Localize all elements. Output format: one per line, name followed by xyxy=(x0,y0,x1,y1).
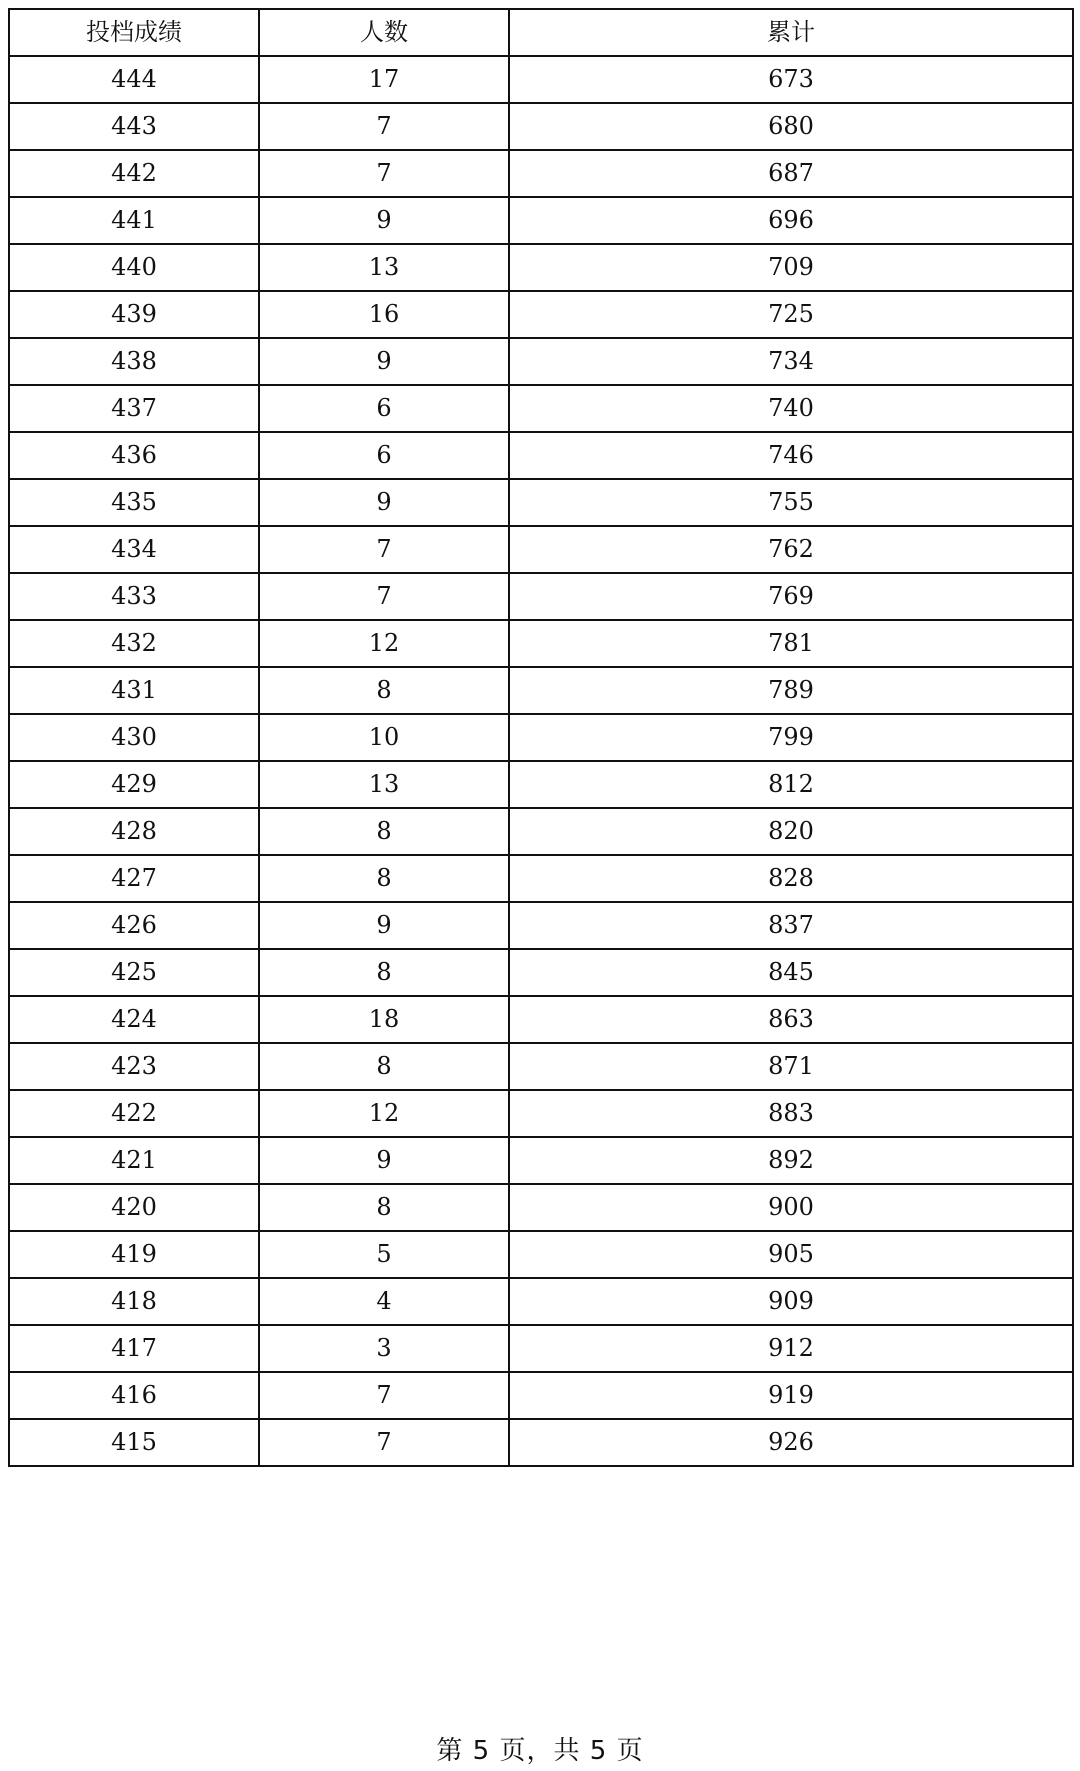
cumulative-cell: 755 xyxy=(509,479,1073,526)
table-row xyxy=(9,761,1073,808)
score-cell: 437 xyxy=(9,385,259,432)
score-cell: 430 xyxy=(9,714,259,761)
cumulative-cell: 900 xyxy=(509,1184,1073,1231)
count-cell: 8 xyxy=(259,949,509,996)
table-row xyxy=(9,338,1073,385)
cumulative-cell: 680 xyxy=(509,103,1073,150)
score-cell: 435 xyxy=(9,479,259,526)
count-cell: 8 xyxy=(259,667,509,714)
score-cell: 422 xyxy=(9,1090,259,1137)
score-cell: 444 xyxy=(9,56,259,103)
table-row xyxy=(9,479,1073,526)
score-cell: 438 xyxy=(9,338,259,385)
score-cell: 421 xyxy=(9,1137,259,1184)
table-row xyxy=(9,1419,1073,1466)
cumulative-cell: 837 xyxy=(509,902,1073,949)
table-row xyxy=(9,1372,1073,1419)
score-cell: 436 xyxy=(9,432,259,479)
score-table xyxy=(8,8,1074,1467)
table-header xyxy=(9,9,1073,56)
cumulative-cell: 919 xyxy=(509,1372,1073,1419)
count-cell: 10 xyxy=(259,714,509,761)
count-cell: 7 xyxy=(259,573,509,620)
score-cell: 415 xyxy=(9,1419,259,1466)
table-row xyxy=(9,197,1073,244)
table-row xyxy=(9,1137,1073,1184)
count-cell: 6 xyxy=(259,385,509,432)
score-cell: 428 xyxy=(9,808,259,855)
table-row xyxy=(9,432,1073,479)
count-cell: 12 xyxy=(259,620,509,667)
header-cumulative: 累计 xyxy=(509,9,1073,56)
score-cell: 420 xyxy=(9,1184,259,1231)
count-cell: 12 xyxy=(259,1090,509,1137)
table-row xyxy=(9,808,1073,855)
cumulative-cell: 725 xyxy=(509,291,1073,338)
cumulative-cell: 892 xyxy=(509,1137,1073,1184)
score-cell: 441 xyxy=(9,197,259,244)
table-row xyxy=(9,526,1073,573)
cumulative-cell: 769 xyxy=(509,573,1073,620)
cumulative-cell: 709 xyxy=(509,244,1073,291)
count-cell: 7 xyxy=(259,150,509,197)
score-cell: 423 xyxy=(9,1043,259,1090)
score-cell: 443 xyxy=(9,103,259,150)
score-cell: 418 xyxy=(9,1278,259,1325)
score-cell: 417 xyxy=(9,1325,259,1372)
table-row xyxy=(9,1278,1073,1325)
cumulative-cell: 696 xyxy=(509,197,1073,244)
count-cell: 7 xyxy=(259,1419,509,1466)
count-cell: 7 xyxy=(259,526,509,573)
cumulative-cell: 673 xyxy=(509,56,1073,103)
cumulative-cell: 926 xyxy=(509,1419,1073,1466)
table-row xyxy=(9,1043,1073,1090)
table-row xyxy=(9,291,1073,338)
score-cell: 427 xyxy=(9,855,259,902)
table-row xyxy=(9,1184,1073,1231)
table-row xyxy=(9,714,1073,761)
table-row xyxy=(9,103,1073,150)
cumulative-cell: 905 xyxy=(509,1231,1073,1278)
count-cell: 9 xyxy=(259,902,509,949)
header-row xyxy=(9,9,1073,56)
table-row xyxy=(9,385,1073,432)
count-cell: 9 xyxy=(259,338,509,385)
cumulative-cell: 863 xyxy=(509,996,1073,1043)
score-cell: 425 xyxy=(9,949,259,996)
table-row xyxy=(9,855,1073,902)
table-row xyxy=(9,620,1073,667)
cumulative-cell: 912 xyxy=(509,1325,1073,1372)
cumulative-cell: 789 xyxy=(509,667,1073,714)
table-row xyxy=(9,244,1073,291)
score-cell: 426 xyxy=(9,902,259,949)
cumulative-cell: 883 xyxy=(509,1090,1073,1137)
count-cell: 17 xyxy=(259,56,509,103)
cumulative-cell: 820 xyxy=(509,808,1073,855)
cumulative-cell: 781 xyxy=(509,620,1073,667)
score-cell: 432 xyxy=(9,620,259,667)
cumulative-cell: 909 xyxy=(509,1278,1073,1325)
count-cell: 6 xyxy=(259,432,509,479)
score-cell: 429 xyxy=(9,761,259,808)
cumulative-cell: 734 xyxy=(509,338,1073,385)
count-cell: 8 xyxy=(259,808,509,855)
table-row xyxy=(9,949,1073,996)
table-row xyxy=(9,573,1073,620)
table-row xyxy=(9,150,1073,197)
table-row xyxy=(9,996,1073,1043)
table-row xyxy=(9,1325,1073,1372)
count-cell: 9 xyxy=(259,197,509,244)
count-cell: 8 xyxy=(259,855,509,902)
cumulative-cell: 740 xyxy=(509,385,1073,432)
count-cell: 3 xyxy=(259,1325,509,1372)
header-score: 投档成绩 xyxy=(9,9,259,56)
count-cell: 7 xyxy=(259,1372,509,1419)
score-cell: 416 xyxy=(9,1372,259,1419)
table-row xyxy=(9,1231,1073,1278)
count-cell: 4 xyxy=(259,1278,509,1325)
table-row xyxy=(9,56,1073,103)
score-cell: 440 xyxy=(9,244,259,291)
cumulative-cell: 845 xyxy=(509,949,1073,996)
score-cell: 424 xyxy=(9,996,259,1043)
count-cell: 8 xyxy=(259,1043,509,1090)
cumulative-cell: 762 xyxy=(509,526,1073,573)
cumulative-cell: 828 xyxy=(509,855,1073,902)
score-cell: 431 xyxy=(9,667,259,714)
cumulative-cell: 687 xyxy=(509,150,1073,197)
cumulative-cell: 799 xyxy=(509,714,1073,761)
page-number: 第 5 页，共 5 页 xyxy=(436,1736,644,1766)
cumulative-cell: 871 xyxy=(509,1043,1073,1090)
count-cell: 8 xyxy=(259,1184,509,1231)
table-body xyxy=(9,56,1073,1466)
count-cell: 7 xyxy=(259,103,509,150)
cumulative-cell: 746 xyxy=(509,432,1073,479)
table-row xyxy=(9,902,1073,949)
table-row xyxy=(9,667,1073,714)
count-cell: 18 xyxy=(259,996,509,1043)
score-cell: 439 xyxy=(9,291,259,338)
count-cell: 9 xyxy=(259,479,509,526)
count-cell: 9 xyxy=(259,1137,509,1184)
score-cell: 434 xyxy=(9,526,259,573)
count-cell: 16 xyxy=(259,291,509,338)
score-cell: 419 xyxy=(9,1231,259,1278)
table-row xyxy=(9,1090,1073,1137)
count-cell: 5 xyxy=(259,1231,509,1278)
count-cell: 13 xyxy=(259,761,509,808)
score-cell: 442 xyxy=(9,150,259,197)
score-cell: 433 xyxy=(9,573,259,620)
count-cell: 13 xyxy=(259,244,509,291)
cumulative-cell: 812 xyxy=(509,761,1073,808)
header-count: 人数 xyxy=(259,9,509,56)
